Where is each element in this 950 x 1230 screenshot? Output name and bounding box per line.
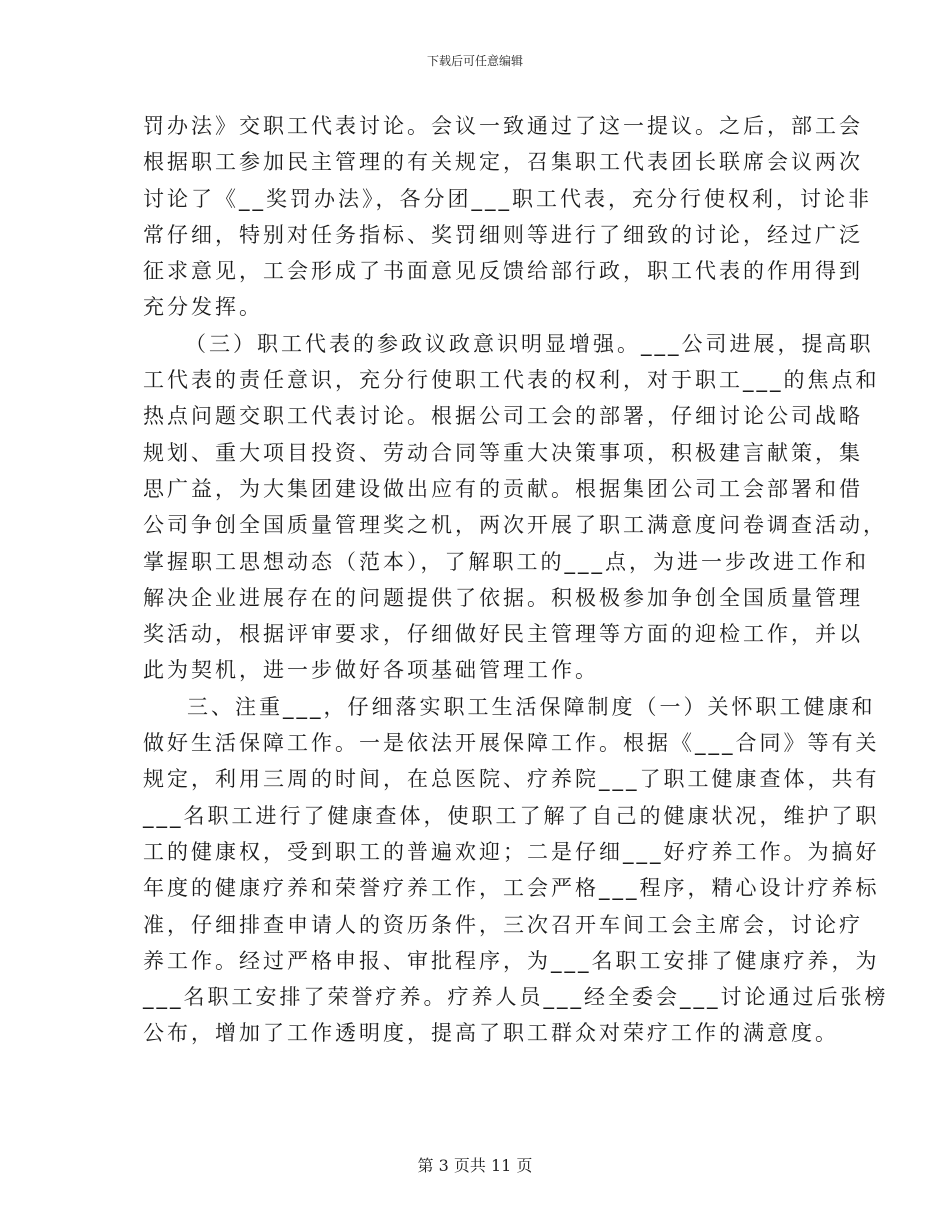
text-line: 公布，增加了工作透明度，提高了职工群众对荣疗工作的满意度。	[143, 1021, 839, 1046]
text-line: 解决企业进展存在的问题提供了依据。积极极参加争创全国质量管理	[143, 585, 863, 610]
text-line: 征求意见，工会形成了书面意见反馈给部行政，职工代表的作用得到	[143, 259, 863, 284]
text-line: 养工作。经过严格申报、审批程序，为___名职工安排了健康疗养，为	[143, 948, 880, 973]
paragraph-3	[143, 689, 889, 1052]
text-line: 此为契机，进一步做好各项基础管理工作。	[143, 658, 599, 683]
text-line: 罚办法》交职工代表讨论。会议一致通过了这一提议。之后，部工会	[143, 114, 863, 138]
text-line: 常仔细，特别对任务指标、奖罚细则等进行了细致的讨论，经过广泛	[143, 222, 863, 247]
text-line: 做好生活保障工作。一是依法开展保障工作。根据《___合同》等有关	[143, 731, 880, 756]
text-line: ___名职工安排了荣誉疗养。疗养人员___经全委会___讨论通过后张榜	[143, 985, 889, 1010]
text-line: 三、注重___，仔细落实职工生活保障制度（一）关怀职工健康和	[187, 694, 876, 719]
text-line: 工代表的责任意识，充分行使职工代表的权利，对于职工___的焦点和	[143, 368, 880, 393]
text-line: 思广益，为大集团建设做出应有的贡献。根据集团公司工会部署和借	[143, 476, 863, 501]
page-header: 下载后可任意编辑	[426, 54, 523, 68]
text-line: 准，仔细排查申请人的资历条件，三次召开车间工会主席会，讨论疗	[143, 912, 863, 937]
text-line: 公司争创全国质量管理奖之机，两次开展了职工满意度问卷调查活动，	[143, 513, 887, 538]
text-line: 规划、重大项目投资、劳动合同等重大决策事项，积极建言献策，集	[143, 440, 863, 465]
text-line: 充分发挥。	[143, 295, 263, 320]
document-body	[143, 108, 889, 1052]
page-number-footer: 第 3 页共 11 页	[417, 1156, 533, 1175]
text-line: 奖活动，根据评审要求，仔细做好民主管理等方面的迎检工作，并以	[143, 622, 863, 647]
text-line: 规定，利用三周的时间，在总医院、疗养院___了职工健康查体，共有	[143, 767, 880, 792]
text-line: （三）职工代表的参政议政意识明显增强。___公司进展，提高职	[185, 331, 874, 356]
text-line: 掌握职工思想动态（范本），了解职工的___点，为进一步改进工作和	[143, 549, 869, 574]
text-line: 讨论了《__奖罚办法》，各分团___职工代表，充分行使权利，讨论非	[143, 186, 872, 211]
text-line: 年度的健康疗养和荣誉疗养工作，工会严格___程序，精心设计疗养标	[143, 876, 880, 901]
text-line: 根据职工参加民主管理的有关规定，召集职工代表团长联席会议两次	[143, 150, 863, 175]
text-line: ___名职工进行了健康查体，使职工了解了自己的健康状况，维护了职	[143, 803, 880, 828]
text-line: 工的健康权，受到职工的普遍欢迎；二是仔细___好疗养工作。为搞好	[143, 839, 880, 864]
text-line: 热点问题交职工代表讨论。根据公司工会的部署，仔细讨论公司战略	[143, 404, 863, 429]
paragraph-2	[143, 326, 887, 689]
paragraph-1	[143, 108, 872, 326]
